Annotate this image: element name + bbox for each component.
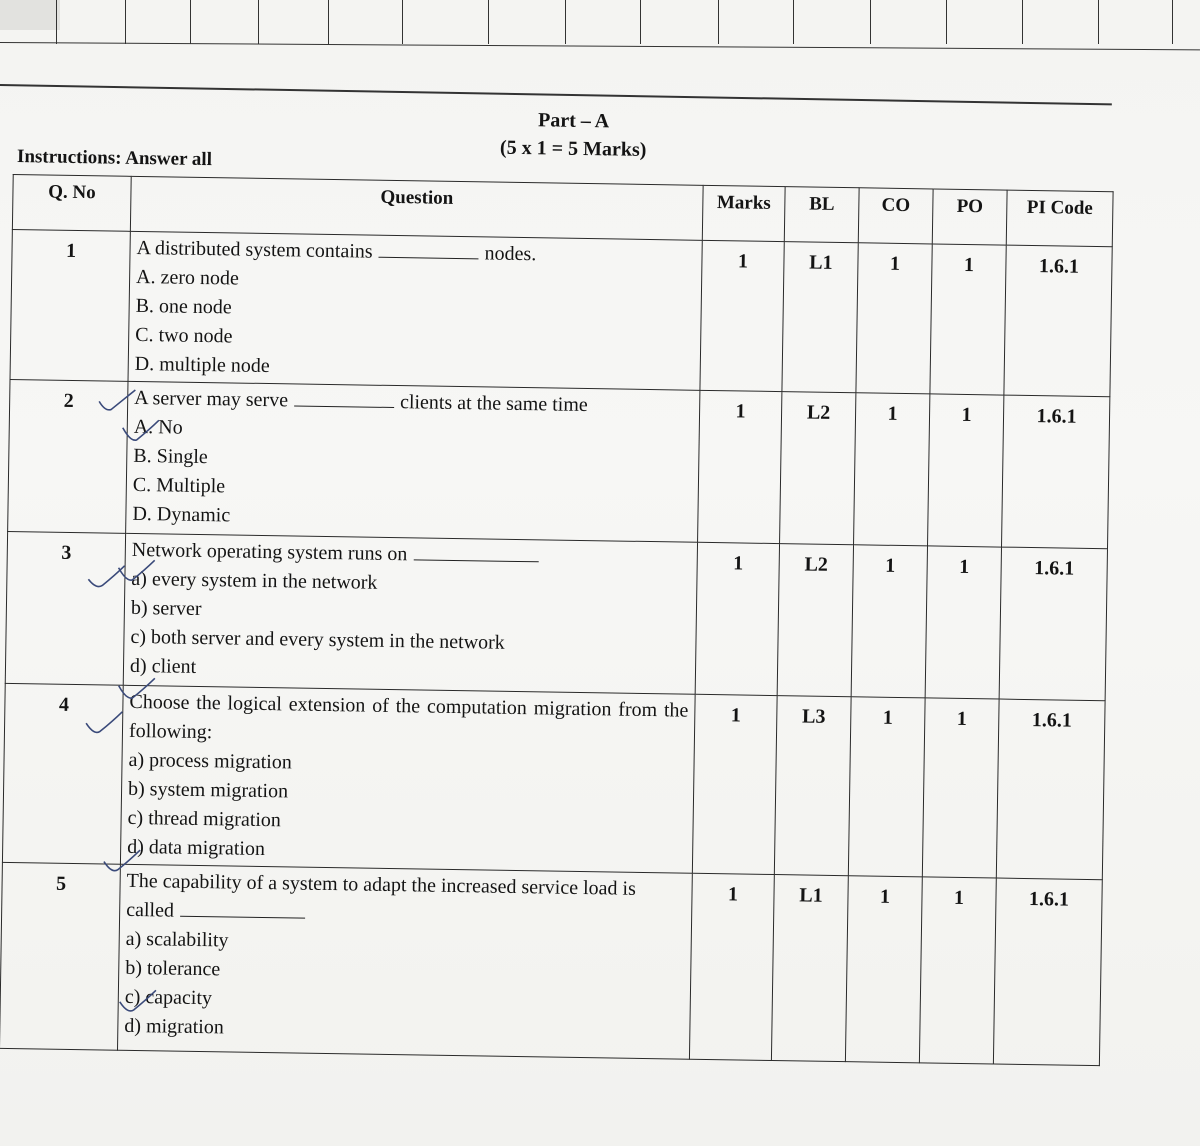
question-cell bbox=[120, 685, 695, 873]
grid-divider bbox=[1022, 0, 1023, 44]
pi-code-value: 1.6.1 bbox=[999, 547, 1107, 701]
grid-divider bbox=[56, 0, 57, 44]
question-number: 2 bbox=[8, 379, 128, 533]
grid-divider bbox=[565, 0, 566, 44]
part-title: Part – A bbox=[537, 109, 610, 133]
table-row bbox=[8, 379, 1110, 548]
question-number: 3 bbox=[5, 531, 125, 685]
grid-divider bbox=[125, 0, 126, 44]
option-a: a) scalability bbox=[125, 927, 229, 952]
question-stem-end: clients at the same time bbox=[399, 391, 588, 417]
option-c: C. two node bbox=[135, 323, 233, 348]
question-stem-end: nodes. bbox=[484, 242, 537, 266]
part-heading bbox=[473, 105, 674, 164]
question-stem: A server may serve bbox=[134, 386, 289, 412]
option-b: b) tolerance bbox=[125, 956, 221, 981]
option-c: C. Multiple bbox=[132, 473, 226, 498]
bl-value: L2 bbox=[777, 544, 853, 697]
grid-divider bbox=[190, 0, 191, 44]
answer-blank bbox=[379, 239, 479, 260]
option-d: d) migration bbox=[124, 1014, 224, 1039]
marks-value: 1 bbox=[695, 542, 779, 695]
header-co: CO bbox=[858, 188, 933, 244]
option-b: B. one node bbox=[135, 294, 232, 319]
marks-value: 1 bbox=[700, 240, 784, 391]
header-pi-code: PI Code bbox=[1006, 190, 1113, 247]
marks-value: 1 bbox=[689, 873, 774, 1060]
register-number-grid bbox=[0, 0, 1200, 52]
question-stem: The capability of a system to adapt the increased service load is called bbox=[126, 869, 637, 922]
bl-value: L2 bbox=[780, 392, 856, 545]
option-a: A. zero node bbox=[135, 265, 240, 290]
question-table bbox=[0, 174, 1114, 1066]
pi-code-value: 1.6.1 bbox=[993, 878, 1102, 1066]
marks-scheme: (5 x 1 = 5 Marks) bbox=[499, 136, 647, 161]
table-row bbox=[0, 862, 1102, 1065]
question-text: Choose the logical extension of the computation migration from the following: bbox=[128, 690, 689, 744]
question-cell bbox=[117, 864, 692, 1059]
co-value: 1 bbox=[856, 243, 932, 394]
bl-value: L3 bbox=[774, 696, 851, 876]
grid-bottom-line bbox=[0, 42, 1200, 50]
co-value: 1 bbox=[851, 545, 927, 698]
option-a: a) every system in the network bbox=[131, 567, 378, 594]
header-marks: Marks bbox=[702, 185, 785, 241]
po-value: 1 bbox=[925, 546, 1001, 699]
instructions: Instructions: Answer all bbox=[16, 146, 213, 171]
po-value: 1 bbox=[930, 244, 1006, 395]
header-question: Question bbox=[130, 176, 703, 240]
option-a: a) process migration bbox=[128, 748, 292, 774]
answer-blank bbox=[294, 387, 394, 408]
pi-code-value: 1.6.1 bbox=[1002, 395, 1110, 549]
grid-divider bbox=[640, 0, 641, 44]
marks-value: 1 bbox=[692, 694, 777, 874]
grid-divider bbox=[718, 0, 719, 44]
option-b: b) server bbox=[130, 596, 202, 621]
table-row bbox=[2, 683, 1105, 879]
section-rule bbox=[0, 84, 1112, 105]
answer-blank bbox=[413, 541, 538, 562]
bl-value: L1 bbox=[782, 242, 858, 393]
option-d: D. Dynamic bbox=[132, 502, 231, 527]
question-number: 5 bbox=[0, 862, 120, 1050]
question-stem: Network operating system runs on bbox=[131, 538, 408, 566]
table-row bbox=[10, 229, 1112, 396]
option-b: B. Single bbox=[133, 444, 208, 469]
question-number: 4 bbox=[2, 683, 123, 864]
grid-divider bbox=[946, 0, 947, 44]
pi-code-value: 1.6.1 bbox=[996, 699, 1105, 880]
bl-value: L1 bbox=[771, 875, 848, 1062]
co-value: 1 bbox=[854, 393, 930, 546]
option-d: D. multiple node bbox=[134, 352, 270, 378]
option-c: c) thread migration bbox=[127, 806, 282, 832]
pi-code-value: 1.6.1 bbox=[1004, 245, 1112, 397]
grid-divider bbox=[1098, 0, 1099, 44]
po-value: 1 bbox=[928, 394, 1004, 547]
grid-divider bbox=[258, 0, 259, 44]
option-b: b) system migration bbox=[127, 777, 289, 803]
option-c: c) capacity bbox=[124, 985, 213, 1010]
grid-divider bbox=[328, 0, 329, 44]
option-d: d) client bbox=[129, 654, 197, 678]
table-row bbox=[5, 531, 1107, 700]
grid-divider bbox=[793, 0, 794, 44]
option-d: d) data migration bbox=[127, 835, 266, 861]
question-text bbox=[126, 867, 686, 934]
co-value: 1 bbox=[845, 876, 922, 1063]
question-number: 1 bbox=[10, 229, 130, 381]
grid-divider bbox=[402, 0, 403, 44]
question-stem: A distributed system contains bbox=[136, 236, 373, 263]
header-bl: BL bbox=[784, 187, 859, 243]
grid-divider bbox=[870, 0, 871, 44]
po-value: 1 bbox=[922, 698, 999, 878]
marks-value: 1 bbox=[698, 390, 782, 543]
option-c: c) both server and every system in the network bbox=[130, 625, 505, 654]
co-value: 1 bbox=[848, 697, 925, 877]
question-cell bbox=[128, 231, 702, 390]
answer-blank bbox=[180, 898, 305, 919]
option-a: A. No bbox=[133, 415, 183, 439]
header-po: PO bbox=[932, 189, 1007, 245]
header-qno: Q. No bbox=[12, 174, 131, 231]
question-cell bbox=[123, 533, 697, 694]
grid-divider bbox=[1172, 0, 1173, 44]
question-cell bbox=[126, 381, 700, 542]
grid-divider bbox=[488, 0, 489, 44]
po-value: 1 bbox=[919, 877, 996, 1064]
